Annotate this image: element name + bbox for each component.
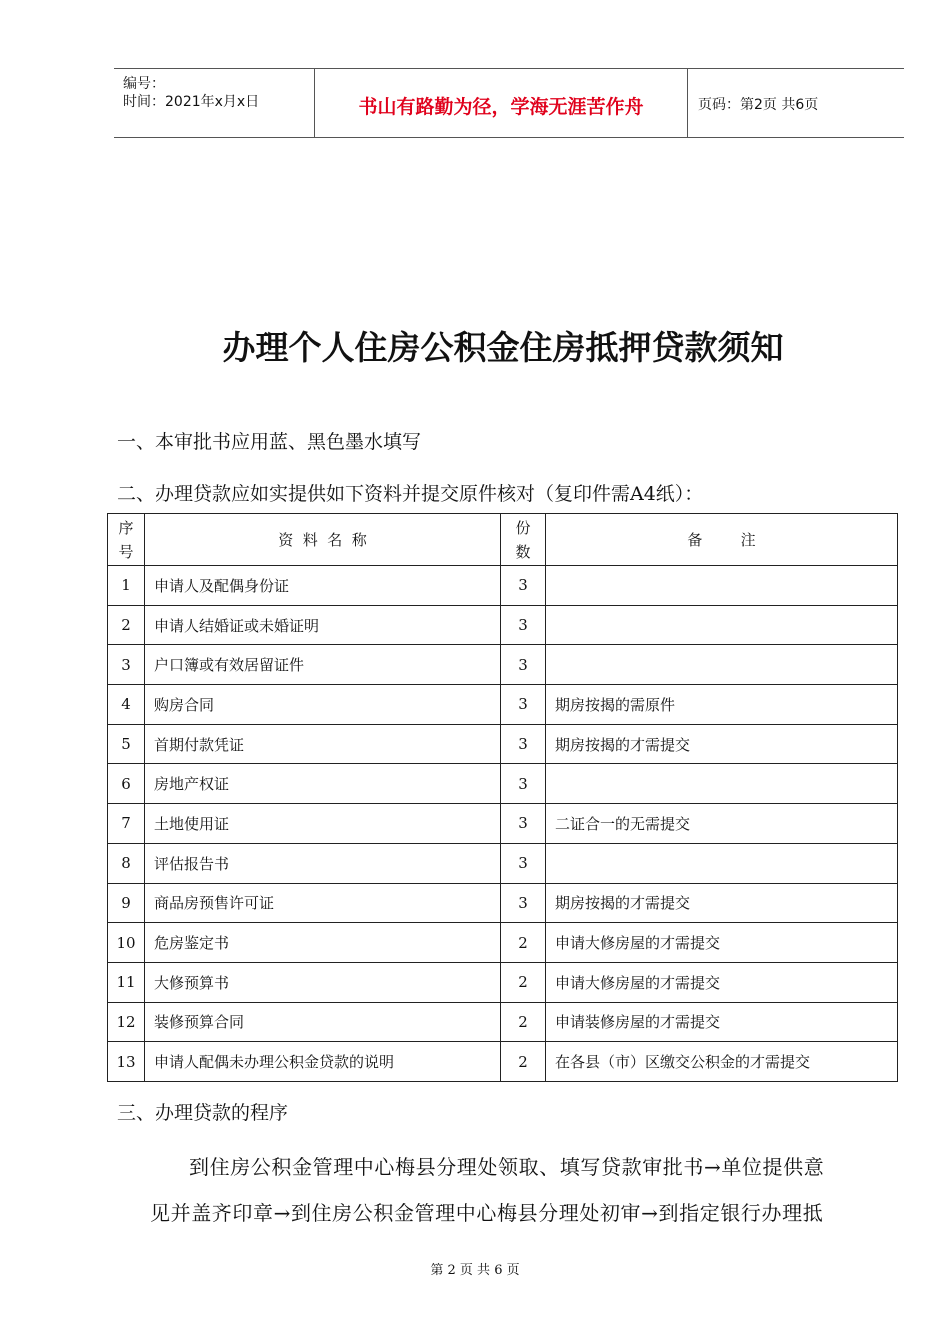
row-number: 6 (108, 764, 145, 804)
row-number: 10 (108, 923, 145, 963)
page-header (114, 68, 904, 138)
materials-table-body (108, 514, 898, 1082)
header-motto: 书山有路勤为径，学海无涯苦作舟 (358, 96, 644, 118)
row-number: 12 (108, 1002, 145, 1042)
row-note (546, 843, 898, 883)
row-number: 7 (108, 804, 145, 844)
header-seq (108, 514, 145, 566)
header-seq-bottom: 号 (118, 542, 134, 561)
row-material-name: 购房合同 (145, 685, 501, 725)
header-seq-top: 序 (118, 518, 134, 537)
row-copies: 3 (501, 804, 546, 844)
row-number: 4 (108, 685, 145, 725)
row-material-name: 申请人及配偶身份证 (145, 566, 501, 606)
serial-label: 编号： (123, 76, 165, 92)
table-row (108, 843, 898, 883)
table-row (108, 605, 898, 645)
header-note: 备 注 (546, 514, 898, 566)
row-material-name: 装修预算合同 (145, 1002, 501, 1042)
row-note: 申请大修房屋的才需提交 (546, 923, 898, 963)
row-number: 5 (108, 724, 145, 764)
row-material-name: 首期付款凭证 (145, 724, 501, 764)
row-copies: 3 (501, 764, 546, 804)
header-copies-bottom: 数 (515, 542, 531, 561)
header-copies-stack (515, 516, 530, 564)
row-copies: 2 (501, 1042, 546, 1082)
section-3-text: 三、办理贷款的程序 (117, 1102, 289, 1124)
header-motto-cell (314, 69, 688, 137)
row-note (546, 764, 898, 804)
header-name: 资 料 名 称 (145, 514, 501, 566)
row-material-name: 大修预算书 (145, 962, 501, 1002)
row-copies: 3 (501, 883, 546, 923)
row-copies: 3 (501, 685, 546, 725)
row-material-name: 商品房预售许可证 (145, 883, 501, 923)
table-row (108, 645, 898, 685)
table-row (108, 764, 898, 804)
row-copies: 3 (501, 645, 546, 685)
table-row (108, 883, 898, 923)
table-row (108, 1042, 898, 1082)
row-note: 申请装修房屋的才需提交 (546, 1002, 898, 1042)
row-material-name: 危房鉴定书 (145, 923, 501, 963)
table-row (108, 724, 898, 764)
row-number: 2 (108, 605, 145, 645)
row-material-name: 土地使用证 (145, 804, 501, 844)
row-copies: 3 (501, 843, 546, 883)
section-2-text: 二、办理贷款应如实提供如下资料并提交原件核对（复印件需A4纸）： (117, 483, 704, 505)
row-copies: 3 (501, 724, 546, 764)
row-copies: 2 (501, 962, 546, 1002)
row-note: 期房按揭的才需提交 (546, 883, 898, 923)
page-number-label: 页码：第2页 共6页 (698, 97, 819, 113)
row-copies: 3 (501, 605, 546, 645)
header-page-cell (688, 69, 904, 137)
table-row (108, 566, 898, 606)
time-label: 时间：2021年x月x日 (123, 94, 260, 110)
document-title: 办理个人住房公积金住房抵押贷款须知 (222, 328, 784, 367)
procedure-line-1: 到住房公积金管理中心梅县分理处领取、填写贷款审批书→单位提供意 (189, 1155, 825, 1179)
table-row (108, 1002, 898, 1042)
row-number: 8 (108, 843, 145, 883)
row-number: 1 (108, 566, 145, 606)
table-header-row (108, 514, 898, 566)
row-number: 9 (108, 883, 145, 923)
table-row (108, 804, 898, 844)
row-note: 二证合一的无需提交 (546, 804, 898, 844)
header-copies (501, 514, 546, 566)
row-note: 期房按揭的才需提交 (546, 724, 898, 764)
row-material-name: 户口簿或有效居留证件 (145, 645, 501, 685)
section-1-text: 一、本审批书应用蓝、黑色墨水填写 (117, 431, 422, 453)
row-material-name: 评估报告书 (145, 843, 501, 883)
header-seq-stack (118, 516, 133, 564)
table-row (108, 685, 898, 725)
row-note: 在各县（市）区缴交公积金的才需提交 (546, 1042, 898, 1082)
row-copies: 3 (501, 566, 546, 606)
row-copies: 2 (501, 1002, 546, 1042)
row-note: 申请大修房屋的才需提交 (546, 962, 898, 1002)
header-copies-top: 份 (515, 518, 531, 537)
table-row (108, 962, 898, 1002)
row-material-name: 申请人结婚证或未婚证明 (145, 605, 501, 645)
row-material-name: 申请人配偶未办理公积金贷款的说明 (145, 1042, 501, 1082)
row-note (546, 605, 898, 645)
row-note (546, 645, 898, 685)
table-row (108, 923, 898, 963)
materials-table (107, 513, 898, 1082)
row-copies: 2 (501, 923, 546, 963)
row-note (546, 566, 898, 606)
row-number: 3 (108, 645, 145, 685)
header-info-cell (114, 69, 314, 137)
row-note: 期房按揭的需原件 (546, 685, 898, 725)
row-number: 11 (108, 962, 145, 1002)
row-number: 13 (108, 1042, 145, 1082)
procedure-line-2: 见并盖齐印章→到住房公积金管理中心梅县分理处初审→到指定银行办理抵 (150, 1201, 824, 1225)
page-footer: 第 2 页 共 6 页 (430, 1263, 520, 1278)
row-material-name: 房地产权证 (145, 764, 501, 804)
